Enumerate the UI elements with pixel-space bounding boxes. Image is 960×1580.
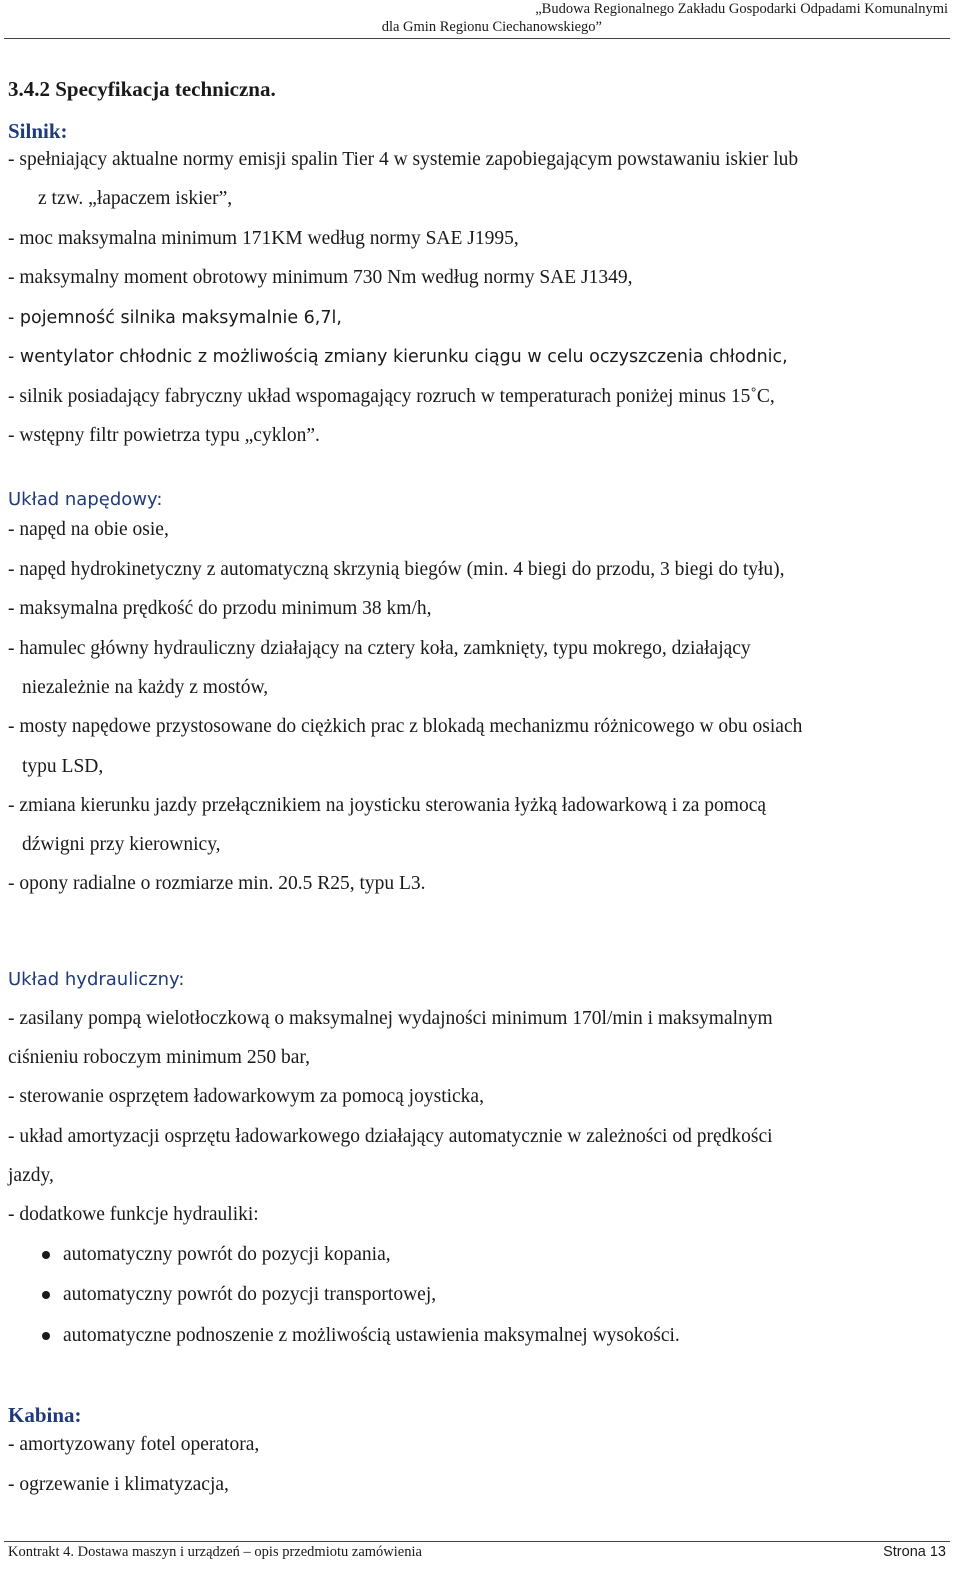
header-line-2: dla Gmin Regionu Ciechanowskiego” [381, 19, 602, 35]
footer-contract-label: Kontrakt 4. Dostawa maszyn i urządzeń – opis przedmiotu zamówienia [8, 1544, 422, 1560]
hydraulika-item: - sterowanie osprzętem ładowarkowym za pomocą joysticka, [8, 1086, 484, 1107]
naped-item: - napęd hydrokinetyczny z automatyczną skrzynią biegów (min. 4 biegi do przodu, 3 biegi do tyłu), [8, 559, 785, 580]
bullet-icon [42, 1332, 50, 1340]
footer-divider [4, 1541, 950, 1542]
hydraulika-bullet: automatyczny powrót do pozycji kopania, [63, 1244, 391, 1265]
hydraulika-heading: Układ hydrauliczny: [8, 969, 185, 990]
kabina-item: - amortyzowany fotel operatora, [8, 1434, 260, 1455]
naped-item: typu LSD, [22, 756, 104, 777]
silnik-item: - silnik posiadający fabryczny układ wspomagający rozruch w temperaturach poniżej minus 15˚C, [8, 386, 775, 407]
hydraulika-bullet: automatyczne podnoszenie z możliwością ustawienia maksymalnej wysokości. [63, 1325, 680, 1346]
naped-item: - napęd na obie osie, [8, 519, 169, 540]
naped-item: - hamulec główny hydrauliczny działający na cztery koła, zamknięty, typu mokrego, działający [8, 638, 751, 659]
hydraulika-item: ciśnieniu roboczym minimum 250 bar, [8, 1047, 310, 1068]
silnik-item: - pojemność silnika maksymalnie 6,7l, [8, 308, 342, 328]
section-title: 3.4.2 Specyfikacja techniczna. [8, 77, 276, 101]
silnik-item: - spełniający aktualne normy emisji spalin Tier 4 w systemie zapobiegającym powstawaniu iskier lub [8, 149, 799, 170]
hydraulika-item: - dodatkowe funkcje hydrauliki: [8, 1204, 259, 1225]
hydraulika-bullet: automatyczny powrót do pozycji transportowej, [63, 1284, 437, 1305]
header-divider [4, 38, 950, 39]
kabina-heading: Kabina: [8, 1403, 82, 1427]
hydraulika-item: jazdy, [8, 1165, 54, 1186]
silnik-item: - maksymalny moment obrotowy minimum 730 Nm według normy SAE J1349, [8, 267, 633, 288]
silnik-item: - wstępny filtr powietrza typu „cyklon”. [8, 425, 320, 446]
naped-heading: Układ napędowy: [8, 489, 163, 510]
page-header [0, 0, 960, 38]
header-line-1: „Budowa Regionalnego Zakładu Gospodarki Odpadami Komunalnymi [535, 1, 948, 17]
silnik-heading: Silnik: [8, 119, 68, 143]
naped-item: - maksymalna prędkość do przodu minimum 38 km/h, [8, 598, 432, 619]
naped-item: dźwigni przy kierownicy, [22, 834, 221, 855]
naped-item: niezależnie na każdy z mostów, [22, 677, 269, 698]
hydraulika-item: - zasilany pompą wielotłoczkową o maksymalnej wydajności minimum 170l/min i maksymalnym [8, 1008, 773, 1029]
naped-item: - mosty napędowe przystosowane do ciężkich prac z blokadą mechanizmu różnicowego w obu osiach [8, 716, 803, 737]
silnik-item: - moc maksymalna minimum 171KM według normy SAE J1995, [8, 228, 519, 249]
bullet-icon [42, 1251, 50, 1259]
hydraulika-item: - układ amortyzacji osprzętu ładowarkowego działający automatycznie w zależności od prędkości [8, 1126, 773, 1147]
silnik-item: - wentylator chłodnic z możliwością zmiany kierunku ciągu w celu oczyszczenia chłodnic, [8, 347, 788, 367]
naped-item: - zmiana kierunku jazdy przełącznikiem na joysticku sterowania łyżką ładowarkową i za pomocą [8, 795, 767, 816]
naped-item: - opony radialne o rozmiarze min. 20.5 R25, typu L3. [8, 873, 426, 894]
silnik-item: z tzw. „łapaczem iskier”, [38, 188, 233, 209]
bullet-icon [42, 1291, 50, 1299]
kabina-item: - ogrzewanie i klimatyzacja, [8, 1474, 229, 1495]
page-number: Strona 13 [883, 1544, 946, 1560]
